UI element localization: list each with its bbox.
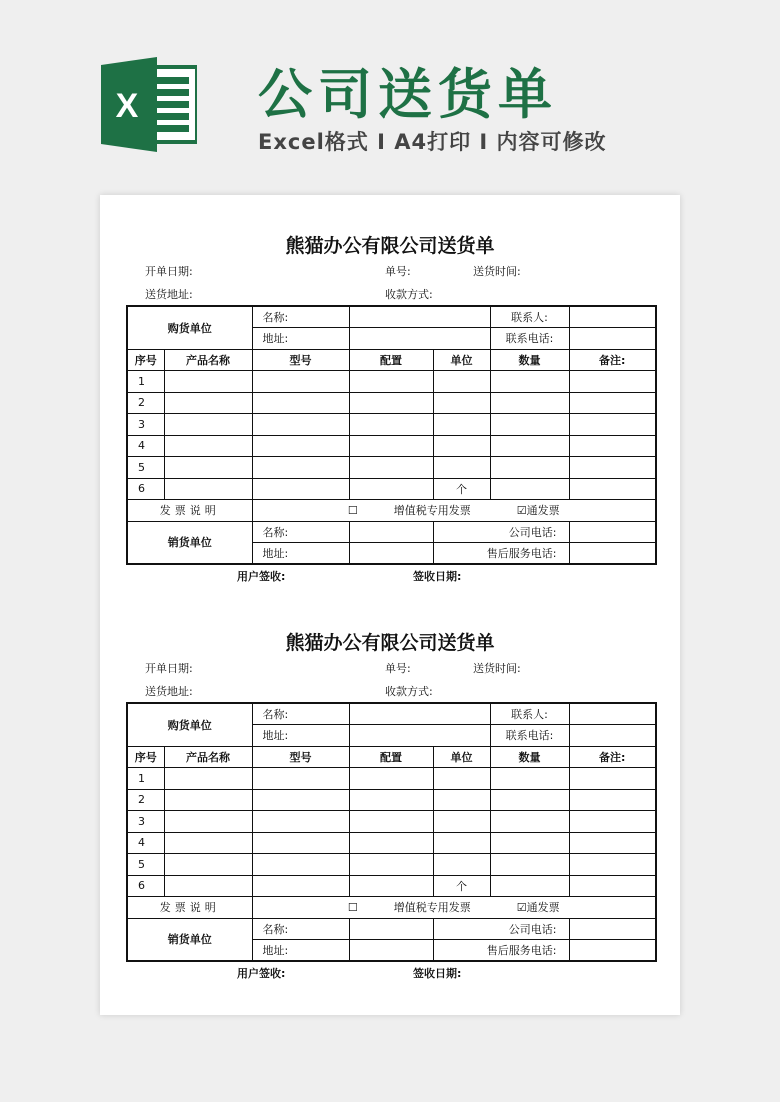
seller-address-field[interactable] — [349, 940, 433, 962]
delivery-time-label: 送货时间: — [473, 662, 521, 675]
invoice-options[interactable] — [252, 897, 656, 919]
user-sign-label: 用户签收: — [237, 967, 286, 980]
payment-method-label: 收款方式: — [385, 685, 433, 698]
row-number: 6 — [127, 478, 164, 500]
invoice-options[interactable] — [252, 500, 656, 522]
table-cell[interactable] — [433, 832, 490, 854]
table-row — [127, 414, 656, 436]
table-cell[interactable] — [490, 435, 569, 457]
column-header: 型号 — [252, 746, 349, 768]
table-row — [127, 811, 656, 833]
sign-date-label: 签收日期: — [413, 967, 462, 980]
table-cell[interactable] — [569, 435, 656, 457]
column-header: 产品名称 — [164, 746, 252, 768]
table-cell[interactable] — [252, 811, 349, 833]
seller-service-field[interactable] — [569, 543, 656, 565]
table-cell[interactable] — [490, 371, 569, 393]
table-row — [127, 918, 656, 940]
seller-address-label: 地址: — [252, 543, 349, 565]
seller-phone-field[interactable] — [569, 521, 656, 543]
column-header: 备注: — [569, 349, 656, 371]
table-row — [127, 435, 656, 457]
column-header: 型号 — [252, 349, 349, 371]
excel-logo-icon — [101, 57, 197, 152]
table-cell[interactable] — [569, 832, 656, 854]
buyer-name-label: 名称: — [252, 703, 349, 725]
buyer-label: 购货单位 — [127, 703, 252, 746]
table-row — [127, 306, 656, 328]
table-cell[interactable] — [490, 811, 569, 833]
table-cell[interactable] — [490, 392, 569, 414]
row-number: 1 — [127, 371, 164, 393]
table-row — [127, 768, 656, 790]
table-cell[interactable]: 个 — [433, 875, 490, 897]
table-cell[interactable] — [433, 392, 490, 414]
table-row — [127, 349, 656, 371]
banner-subtitle: Excel格式 I A4打印 I 内容可修改 — [258, 130, 607, 154]
column-header: 单位 — [433, 349, 490, 371]
seller-service-label: 售后服务电话: — [433, 543, 569, 565]
table-row — [127, 789, 656, 811]
row-number: 3 — [127, 414, 164, 436]
table-cell[interactable] — [490, 789, 569, 811]
buyer-name-field[interactable] — [349, 306, 490, 328]
table-cell[interactable] — [349, 875, 433, 897]
seller-label: 销货单位 — [127, 918, 252, 961]
table-cell[interactable] — [569, 371, 656, 393]
invoice-label: 发票说明 — [127, 897, 252, 919]
column-header: 备注: — [569, 746, 656, 768]
table-cell[interactable] — [164, 789, 252, 811]
table-cell[interactable] — [164, 854, 252, 876]
seller-name-field[interactable] — [349, 918, 433, 940]
table-cell[interactable] — [164, 875, 252, 897]
seller-name-label: 名称: — [252, 918, 349, 940]
table-cell[interactable] — [349, 811, 433, 833]
table-cell[interactable] — [569, 875, 656, 897]
column-header: 序号 — [127, 349, 164, 371]
row-number: 6 — [127, 875, 164, 897]
table-cell[interactable] — [349, 854, 433, 876]
buyer-phone-field[interactable] — [569, 725, 656, 747]
table-cell[interactable] — [569, 768, 656, 790]
table-cell[interactable] — [252, 414, 349, 436]
seller-label: 销货单位 — [127, 521, 252, 564]
table-cell[interactable] — [569, 854, 656, 876]
buyer-contact-label: 联系人: — [490, 306, 569, 328]
table-cell[interactable] — [252, 457, 349, 479]
vat-checkbox[interactable]: ☐ — [347, 504, 358, 518]
table-cell[interactable] — [164, 457, 252, 479]
seller-name-label: 名称: — [252, 521, 349, 543]
seller-address-field[interactable] — [349, 543, 433, 565]
open-date-label: 开单日期: — [145, 265, 193, 278]
order-no-label: 单号: — [385, 662, 411, 675]
buyer-contact-field[interactable] — [569, 703, 656, 725]
sign-date-label: 签收日期: — [413, 570, 462, 583]
table-cell[interactable] — [349, 414, 433, 436]
delivery-table — [126, 305, 657, 565]
buyer-label: 购货单位 — [127, 306, 252, 349]
table-cell[interactable] — [164, 392, 252, 414]
table-row — [127, 703, 656, 725]
column-header: 序号 — [127, 746, 164, 768]
table-cell[interactable] — [569, 392, 656, 414]
column-header: 数量 — [490, 349, 569, 371]
row-number: 1 — [127, 768, 164, 790]
table-cell[interactable] — [252, 478, 349, 500]
seller-service-label: 售后服务电话: — [433, 940, 569, 962]
table-cell[interactable] — [252, 371, 349, 393]
table-row — [127, 854, 656, 876]
table-cell[interactable] — [433, 414, 490, 436]
buyer-address-field[interactable] — [349, 328, 490, 350]
table-cell[interactable] — [349, 768, 433, 790]
table-cell[interactable] — [569, 414, 656, 436]
vat-checkbox[interactable]: ☐ — [347, 901, 358, 915]
buyer-name-field[interactable] — [349, 703, 490, 725]
table-row — [127, 875, 656, 897]
row-number: 5 — [127, 854, 164, 876]
table-cell[interactable] — [164, 371, 252, 393]
column-header: 单位 — [433, 746, 490, 768]
table-cell[interactable] — [252, 392, 349, 414]
svg-text:X: X — [115, 87, 139, 125]
normal-invoice-option[interactable]: ☑通发票 — [516, 901, 560, 915]
table-row — [127, 746, 656, 768]
delivery-form — [100, 592, 680, 980]
table-cell[interactable] — [349, 478, 433, 500]
seller-phone-label: 公司电话: — [433, 918, 569, 940]
user-sign-label: 用户签收: — [237, 570, 286, 583]
table-row — [127, 478, 656, 500]
seller-address-label: 地址: — [252, 940, 349, 962]
buyer-address-field[interactable] — [349, 725, 490, 747]
table-cell[interactable] — [164, 811, 252, 833]
buyer-contact-label: 联系人: — [490, 703, 569, 725]
form-title: 熊猫办公有限公司送货单 — [285, 632, 495, 654]
table-cell[interactable] — [433, 768, 490, 790]
order-no-label: 单号: — [385, 265, 411, 278]
column-header: 配置 — [349, 746, 433, 768]
table-cell[interactable] — [349, 392, 433, 414]
document-page — [100, 195, 680, 1015]
row-number: 4 — [127, 832, 164, 854]
row-number: 3 — [127, 811, 164, 833]
table-cell[interactable] — [164, 414, 252, 436]
table-cell[interactable] — [252, 768, 349, 790]
table-row — [127, 897, 656, 919]
table-cell[interactable] — [569, 811, 656, 833]
table-cell[interactable] — [252, 875, 349, 897]
buyer-phone-label: 联系电话: — [490, 328, 569, 350]
table-cell[interactable] — [490, 457, 569, 479]
table-cell[interactable] — [164, 832, 252, 854]
table-row — [127, 371, 656, 393]
table-cell[interactable] — [433, 854, 490, 876]
table-cell[interactable] — [433, 811, 490, 833]
vat-invoice-label[interactable]: 增值税专用发票 — [393, 901, 471, 915]
invoice-label: 发票说明 — [127, 500, 252, 522]
form-title: 熊猫办公有限公司送货单 — [285, 235, 495, 257]
table-cell[interactable]: 个 — [433, 478, 490, 500]
column-header: 配置 — [349, 349, 433, 371]
vat-invoice-label[interactable]: 增值税专用发票 — [393, 504, 471, 518]
buyer-address-label: 地址: — [252, 328, 349, 350]
buyer-phone-field[interactable] — [569, 328, 656, 350]
delivery-time-label: 送货时间: — [473, 265, 521, 278]
table-cell[interactable] — [252, 435, 349, 457]
table-cell[interactable] — [490, 768, 569, 790]
table-cell[interactable] — [164, 478, 252, 500]
payment-method-label: 收款方式: — [385, 288, 433, 301]
seller-name-field[interactable] — [349, 521, 433, 543]
table-cell[interactable] — [349, 371, 433, 393]
seller-phone-field[interactable] — [569, 918, 656, 940]
table-cell[interactable] — [252, 832, 349, 854]
buyer-address-label: 地址: — [252, 725, 349, 747]
buyer-name-label: 名称: — [252, 306, 349, 328]
table-cell[interactable] — [349, 789, 433, 811]
table-cell[interactable] — [490, 478, 569, 500]
table-cell[interactable] — [349, 457, 433, 479]
row-number: 5 — [127, 457, 164, 479]
row-number: 2 — [127, 392, 164, 414]
table-row — [127, 521, 656, 543]
table-cell[interactable] — [569, 789, 656, 811]
banner-title: 公司送货单 — [258, 63, 558, 126]
delivery-address-label: 送货地址: — [145, 685, 193, 698]
column-header: 数量 — [490, 746, 569, 768]
buyer-phone-label: 联系电话: — [490, 725, 569, 747]
table-cell[interactable] — [490, 875, 569, 897]
table-cell[interactable] — [433, 435, 490, 457]
row-number: 4 — [127, 435, 164, 457]
row-number: 2 — [127, 789, 164, 811]
table-cell[interactable] — [252, 789, 349, 811]
table-cell[interactable] — [349, 832, 433, 854]
seller-phone-label: 公司电话: — [433, 521, 569, 543]
table-row — [127, 457, 656, 479]
seller-service-field[interactable] — [569, 940, 656, 962]
table-cell[interactable] — [433, 457, 490, 479]
delivery-form — [100, 195, 680, 583]
table-cell[interactable] — [349, 435, 433, 457]
table-cell[interactable] — [569, 457, 656, 479]
delivery-address-label: 送货地址: — [145, 288, 193, 301]
open-date-label: 开单日期: — [145, 662, 193, 675]
table-cell[interactable] — [490, 832, 569, 854]
table-cell[interactable] — [433, 789, 490, 811]
table-cell[interactable] — [433, 371, 490, 393]
table-cell[interactable] — [490, 854, 569, 876]
table-row — [127, 500, 656, 522]
column-header: 产品名称 — [164, 349, 252, 371]
table-cell[interactable] — [490, 414, 569, 436]
table-cell[interactable] — [164, 768, 252, 790]
buyer-contact-field[interactable] — [569, 306, 656, 328]
table-cell[interactable] — [569, 478, 656, 500]
table-row — [127, 392, 656, 414]
table-cell[interactable] — [164, 435, 252, 457]
delivery-table — [126, 702, 657, 962]
table-cell[interactable] — [252, 854, 349, 876]
table-row — [127, 832, 656, 854]
normal-invoice-option[interactable]: ☑通发票 — [516, 504, 560, 518]
